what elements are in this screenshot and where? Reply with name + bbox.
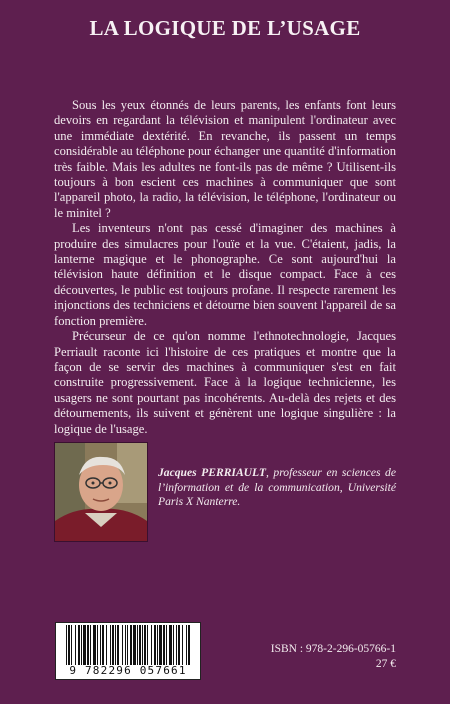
barcode-bar bbox=[142, 625, 143, 665]
barcode-bar bbox=[173, 625, 174, 665]
barcode-bar bbox=[139, 625, 141, 665]
author-description: , professeur en sciences de l’information et de la communication, Université Paris X Nanterre. bbox=[158, 466, 396, 508]
barcode-bar bbox=[66, 625, 67, 665]
price: 27 € bbox=[375, 658, 396, 670]
barcode-bar bbox=[81, 625, 82, 665]
barcode-bar bbox=[154, 625, 156, 665]
barcode-bar bbox=[176, 625, 177, 665]
barcode-bar bbox=[100, 625, 101, 665]
blurb-paragraph-1: Sous les yeux étonnés de leurs parents, les enfants font leurs devoirs en regardant la télévision et manipulent l'ordinateur avec une immédiate dextérité. En revanche, ils passent un temps considérable au téléphone pour échanger une quantité d'information très faible. Mais les adultes ne font-ils pas de même ? Utilisent-ils toujours à bon escient ces machines à communiquer que sont l'appareil photo, la radio, la télévision, le téléphone, l'ordinateur ou le minitel ? bbox=[54, 98, 396, 220]
barcode-bar bbox=[93, 625, 96, 665]
barcode-bar bbox=[75, 625, 76, 665]
barcode-bar bbox=[102, 625, 104, 665]
barcode-bar bbox=[188, 625, 190, 665]
barcode-bar bbox=[87, 625, 89, 665]
barcode-bar bbox=[144, 625, 146, 665]
isbn: ISBN : 978-2-296-05766-1 bbox=[270, 643, 396, 655]
author-photo bbox=[54, 442, 148, 542]
barcode-bar bbox=[125, 625, 126, 665]
barcode-bar bbox=[127, 625, 128, 665]
barcode-bar bbox=[68, 625, 70, 665]
blurb-paragraph-3: Précurseur de ce qu'on nomme l'ethnotechnologie, Jacques Perriault raconte ici l'histoire de ces pratiques et montre que la façon de se servir des machines à communiquer s'est en fait construite progressivement. Face à la logique technicienne, les usagers ne sont pourtant pas incohérents. Au-delà des rejets et des détournements, ils suivent et génèrent une logique singulière : la logique de l'usage. bbox=[54, 329, 396, 436]
barcode-bar bbox=[97, 625, 98, 665]
barcode-bar bbox=[157, 625, 158, 665]
barcode-bar bbox=[182, 625, 183, 665]
barcode-bar bbox=[166, 625, 167, 665]
barcode-bar bbox=[122, 625, 123, 665]
blurb-paragraph-2: Les inventeurs n'ont pas cessé d'imaginer des machines à produire des simulacres pour l'ouïe et la vue. C'étaient, jadis, la lanterne magique et le phonographe. Ce sont aujourd'hui la télévision haute définition et le disque compact. Face à ces découvertes, le public est toujours profane. Il respecte rarement les injonctions des techniciens et détourne bien souvent l'appareil de sa fonction première. bbox=[54, 221, 396, 328]
barcode-bar bbox=[106, 625, 107, 665]
barcode-bar bbox=[169, 625, 172, 665]
barcode-bar bbox=[90, 625, 91, 665]
barcode bbox=[55, 622, 201, 680]
barcode-bar bbox=[117, 625, 119, 665]
barcode-bar bbox=[186, 625, 187, 665]
author-name: Jacques PERRIAULT bbox=[158, 466, 267, 479]
barcode-bar bbox=[137, 625, 138, 665]
barcode-bars bbox=[56, 625, 200, 667]
barcode-bar bbox=[110, 625, 111, 665]
barcode-bar bbox=[130, 625, 132, 665]
barcode-bar bbox=[159, 625, 162, 665]
blurb bbox=[54, 98, 396, 437]
barcode-bar bbox=[151, 625, 152, 665]
book-title: LA LOGIQUE DE L’USAGE bbox=[89, 16, 361, 40]
barcode-bar bbox=[71, 625, 72, 665]
barcode-bar bbox=[115, 625, 116, 665]
author-bio bbox=[158, 466, 396, 510]
barcode-bar bbox=[133, 625, 136, 665]
barcode-bar bbox=[78, 625, 80, 665]
barcode-bar bbox=[83, 625, 86, 665]
barcode-bar bbox=[178, 625, 180, 665]
barcode-bar bbox=[147, 625, 148, 665]
barcode-bar bbox=[112, 625, 114, 665]
barcode-bar bbox=[163, 625, 165, 665]
barcode-digits: 9 782296 057661 bbox=[69, 664, 187, 677]
